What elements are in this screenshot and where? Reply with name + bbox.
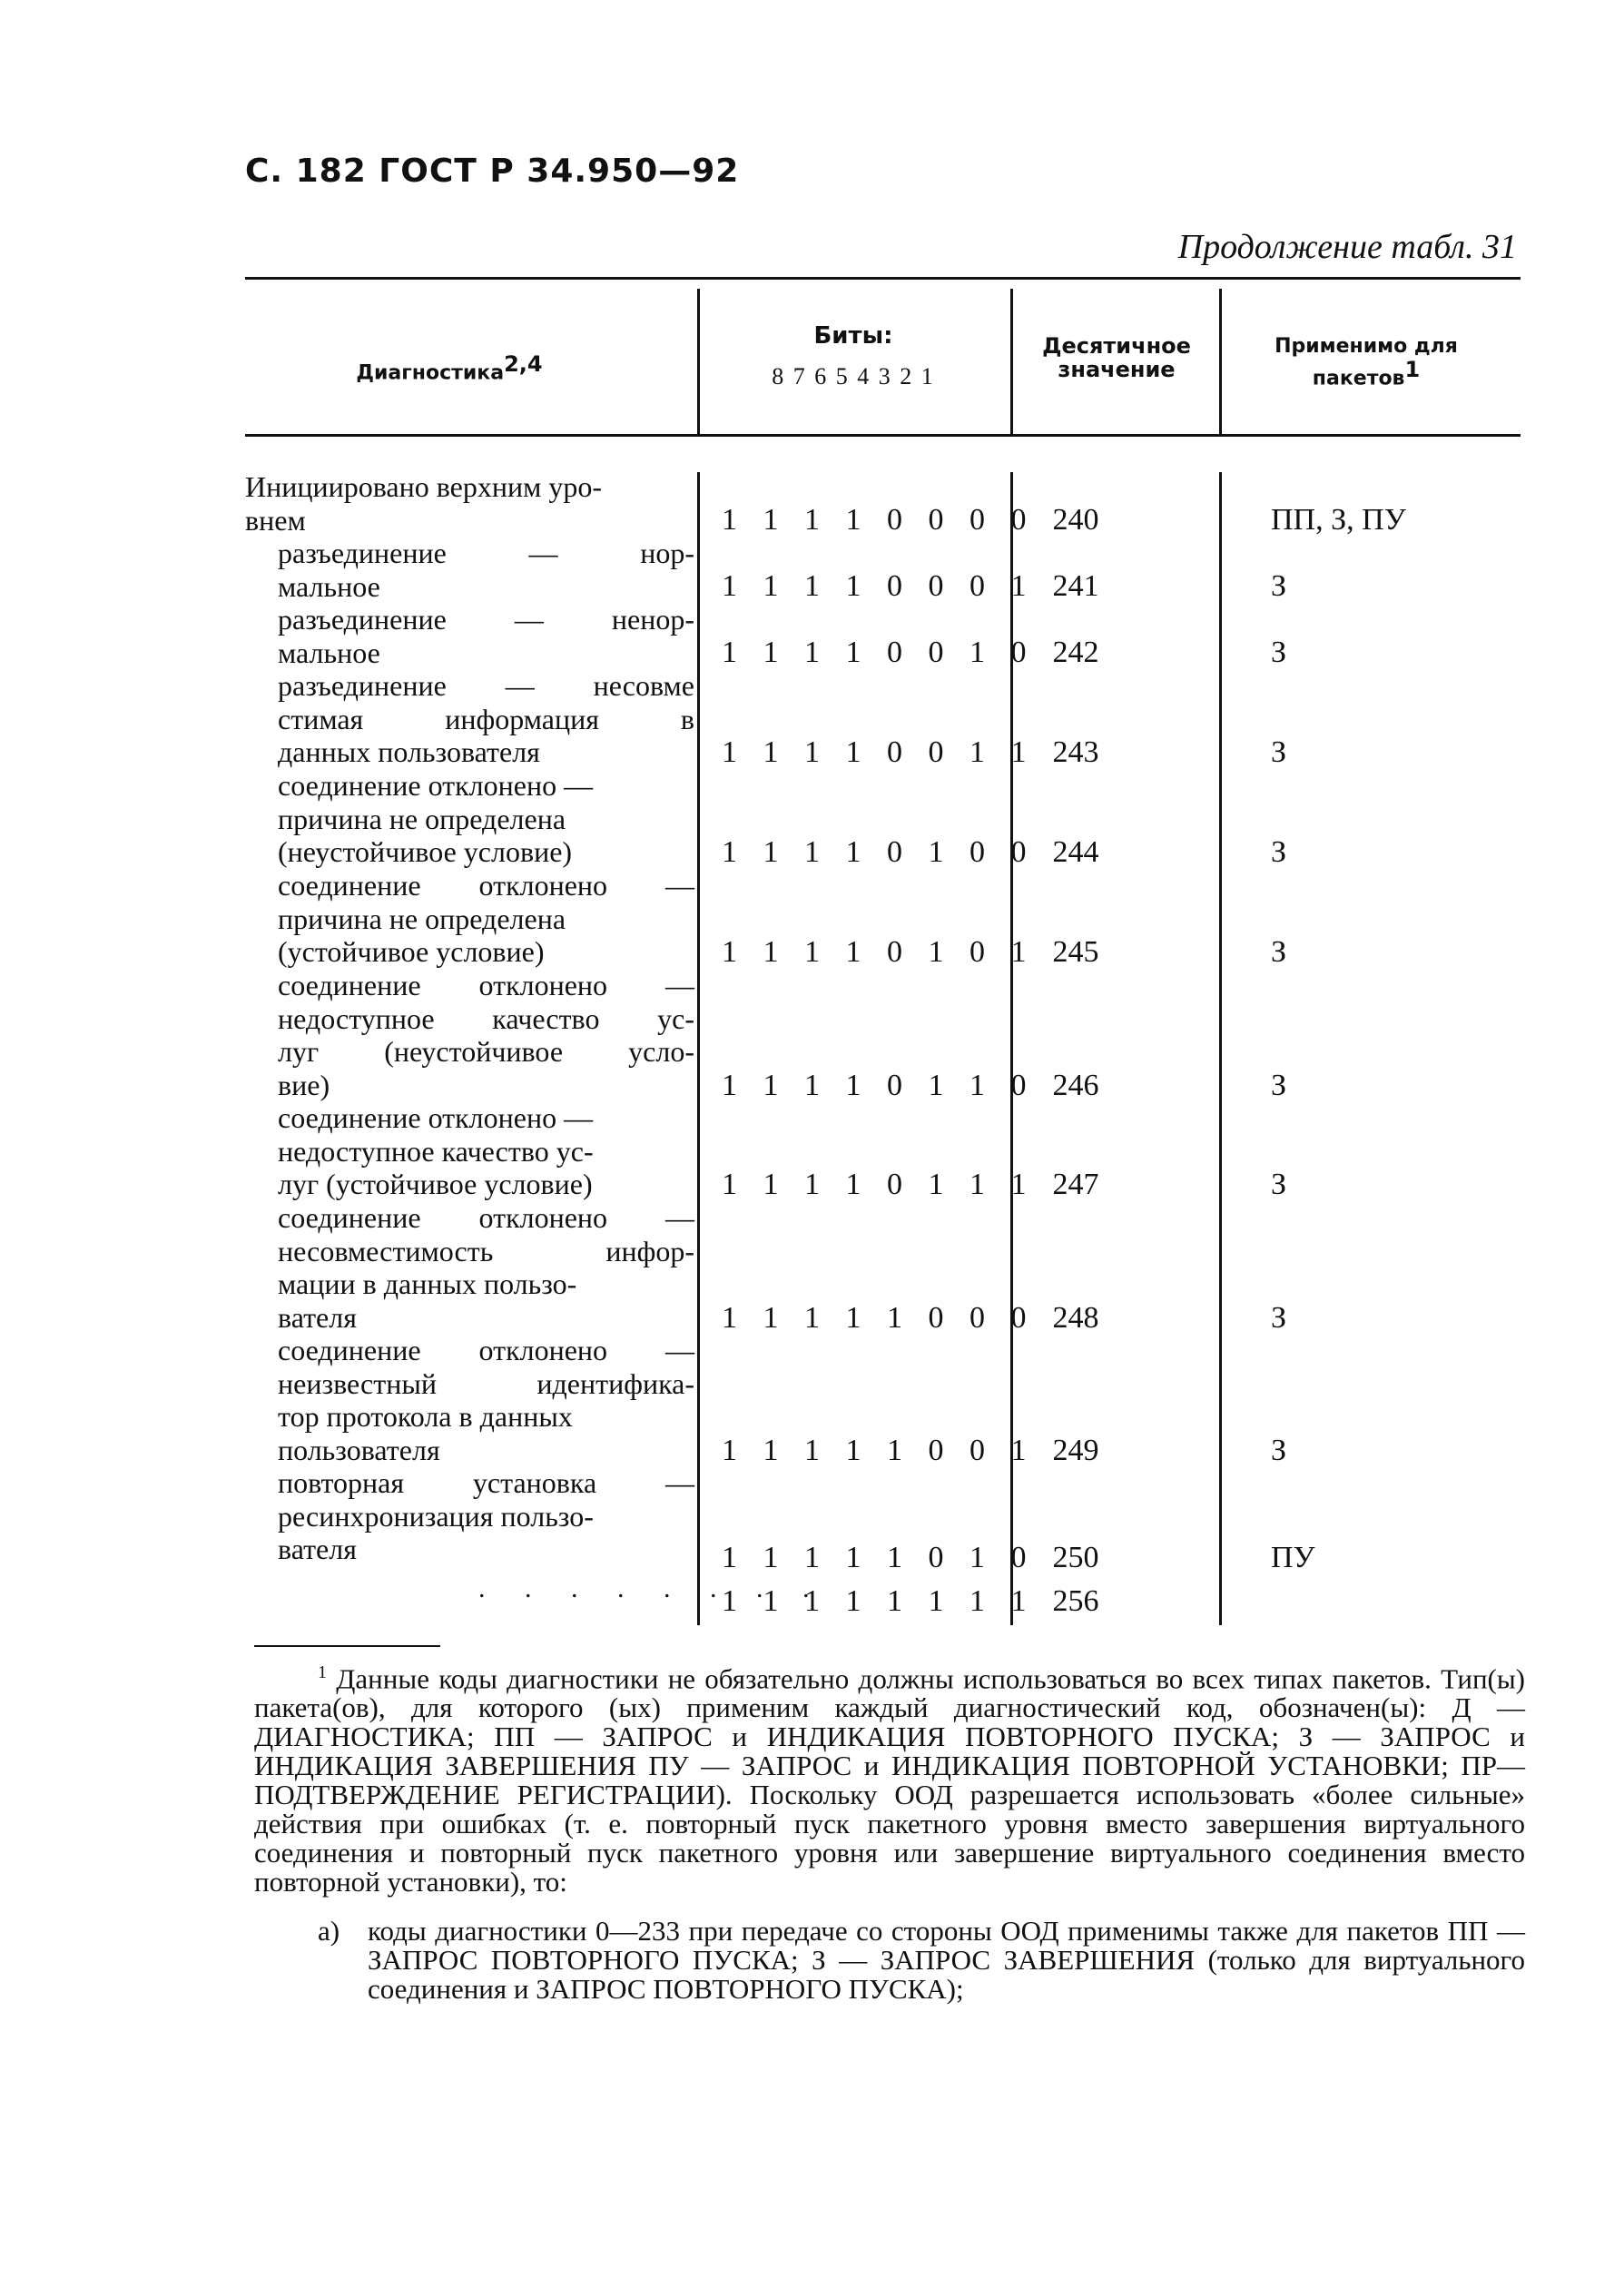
row-applicable: З: [1271, 1301, 1287, 1335]
row-applicable: З: [1271, 1434, 1287, 1467]
row-description: разъединение — нор- мальное: [278, 537, 694, 603]
row-description: соединение отклонено — причина не определена (неустойчивое условие): [278, 769, 594, 868]
row-decimal: 246: [1052, 1069, 1099, 1102]
table-continuation-label: Продолжение табл. 31: [1177, 228, 1517, 266]
col-header-applicable: Применимо для пакетов$^1$: [1275, 335, 1458, 390]
row-bits: 1 1 1 1 0 1 1 1: [722, 1168, 1036, 1201]
row-decimal: 249: [1052, 1434, 1099, 1467]
row-decimal: 243: [1052, 735, 1099, 769]
row-description: разъединение — несовме стимая информация в данных пользователя: [278, 669, 694, 768]
row-applicable: З: [1271, 835, 1287, 869]
row-description: соединение отклонено — недоступное качество ус- луг (неустойчивое усло- вие): [278, 969, 694, 1101]
row-decimal: 247: [1052, 1168, 1099, 1201]
row-description: разъединение — ненор- мальное: [278, 603, 694, 669]
row-decimal: 242: [1052, 636, 1099, 669]
row-applicable: З: [1271, 735, 1287, 769]
row-bits: 1 1 1 1 0 0 1 1: [722, 735, 1036, 769]
row-decimal: 241: [1052, 569, 1099, 603]
row-decimal: 256: [1052, 1584, 1099, 1618]
col-header-decimal: Десятичное значение: [1042, 333, 1191, 383]
row-description: Инициировано верхним уро- внем: [245, 470, 603, 537]
footnote-list-item: а) коды диагностики 0—233 при передаче со стороны ООД применимы также для пакетов ПП — ЗАПРОС ПОВТОРНОГО ПУСКА; З — ЗАПРОС ЗАВЕРШЕНИЯ (только для виртуального соединения и ЗАПРОС ПОВТОРНОГО ПУСКА);: [318, 1915, 1525, 2006]
row-bits: 1 1 1 1 0 0 0 1: [722, 569, 1036, 603]
row-applicable: ПП, З, ПУ: [1271, 503, 1406, 537]
body-divider-1: [697, 472, 700, 1625]
footnote-paragraph: $^1$ Данные коды диагностики не обязательно должны использоваться во всех типах пакетов. Тип(ы) пакета(ов), для которого (ых) применим каждый диагностический код, обозначен(ы): Д — ДИАГНОСТИКА; ПП — ЗАПРОС и ИНДИКАЦИЯ ПОВТОРНОГО ПУСКА; З — ЗАПРОС и ИНДИКАЦИЯ ЗАВЕРШЕНИЯ ПУ — ЗАПРОС и ИНДИКАЦИЯ ПОВТОРНОЙ УСТАНОВКИ; ПР— ПОДТВЕРЖДЕНИЕ РЕГИСТРАЦИИ). Поскольку ООД разрешается использовать «более сильные» действия при ошибках (т. е. повторный пуск пакетного уровня вместо завершения виртуального соединения и повторный пуск пакетного уровня или завершение виртуального соединения вместо повторной установки), то:: [254, 1662, 1526, 1898]
row-applicable: З: [1271, 1069, 1287, 1102]
ellipsis-dots: . . . . . . . .: [478, 1573, 826, 1603]
row-applicable: З: [1271, 935, 1287, 969]
row-bits: 1 1 1 1 0 0 0 0: [722, 503, 1036, 537]
row-bits: 1 1 1 1 0 1 0 1: [722, 935, 1036, 969]
row-bits: 1 1 1 1 1 0 0 0: [722, 1301, 1036, 1335]
header-divider-2: [1010, 289, 1013, 434]
row-bits: 1 1 1 1 1 0 1 0: [722, 1541, 1036, 1574]
header-divider-3: [1219, 289, 1222, 434]
row-bits: 1 1 1 1 0 1 1 0: [722, 1069, 1036, 1102]
row-bits: 1 1 1 1 1 1 1 1: [722, 1584, 1036, 1618]
row-description: соединение отклонено — несовместимость инфор- мации в данных пользо- вателя: [278, 1201, 694, 1334]
row-description: повторная установка — ресинхронизация пользо- вателя: [278, 1466, 694, 1565]
row-applicable: З: [1271, 636, 1287, 669]
table-top-rule: [245, 277, 1521, 280]
row-applicable: З: [1271, 569, 1287, 603]
header-divider-1: [697, 289, 700, 434]
row-decimal: 244: [1052, 835, 1099, 869]
col-header-bits: Биты: 8 7 6 5 4 3 2 1: [772, 322, 935, 390]
row-applicable: ПУ: [1271, 1541, 1315, 1574]
table-header-rule: [245, 434, 1521, 437]
footnote-rule: [254, 1645, 440, 1647]
body-divider-3: [1219, 472, 1222, 1625]
row-applicable: З: [1271, 1168, 1287, 1201]
row-description: соединение отклонено — неизвестный идентифика- тор протокола в данных пользователя: [278, 1334, 694, 1466]
row-description: соединение отклонено — причина не определена (устойчивое условие): [278, 869, 694, 968]
row-bits: 1 1 1 1 0 1 0 0: [722, 835, 1036, 869]
page-header: С. 182 ГОСТ Р 34.950—92: [245, 153, 740, 190]
row-decimal: 245: [1052, 935, 1099, 969]
row-decimal: 248: [1052, 1301, 1099, 1335]
col-header-diagnostics: Диагностика$^{2,4}$: [356, 351, 543, 385]
row-description: соединение отклонено — недоступное качество ус- луг (устойчивое условие): [278, 1101, 594, 1200]
row-bits: 1 1 1 1 0 0 1 0: [722, 636, 1036, 669]
footnote-marker: 1: [318, 1662, 327, 1682]
footnote: [254, 1658, 1525, 2004]
row-decimal: 240: [1052, 503, 1099, 537]
row-decimal: 250: [1052, 1541, 1099, 1574]
row-bits: 1 1 1 1 1 0 0 1: [722, 1434, 1036, 1467]
